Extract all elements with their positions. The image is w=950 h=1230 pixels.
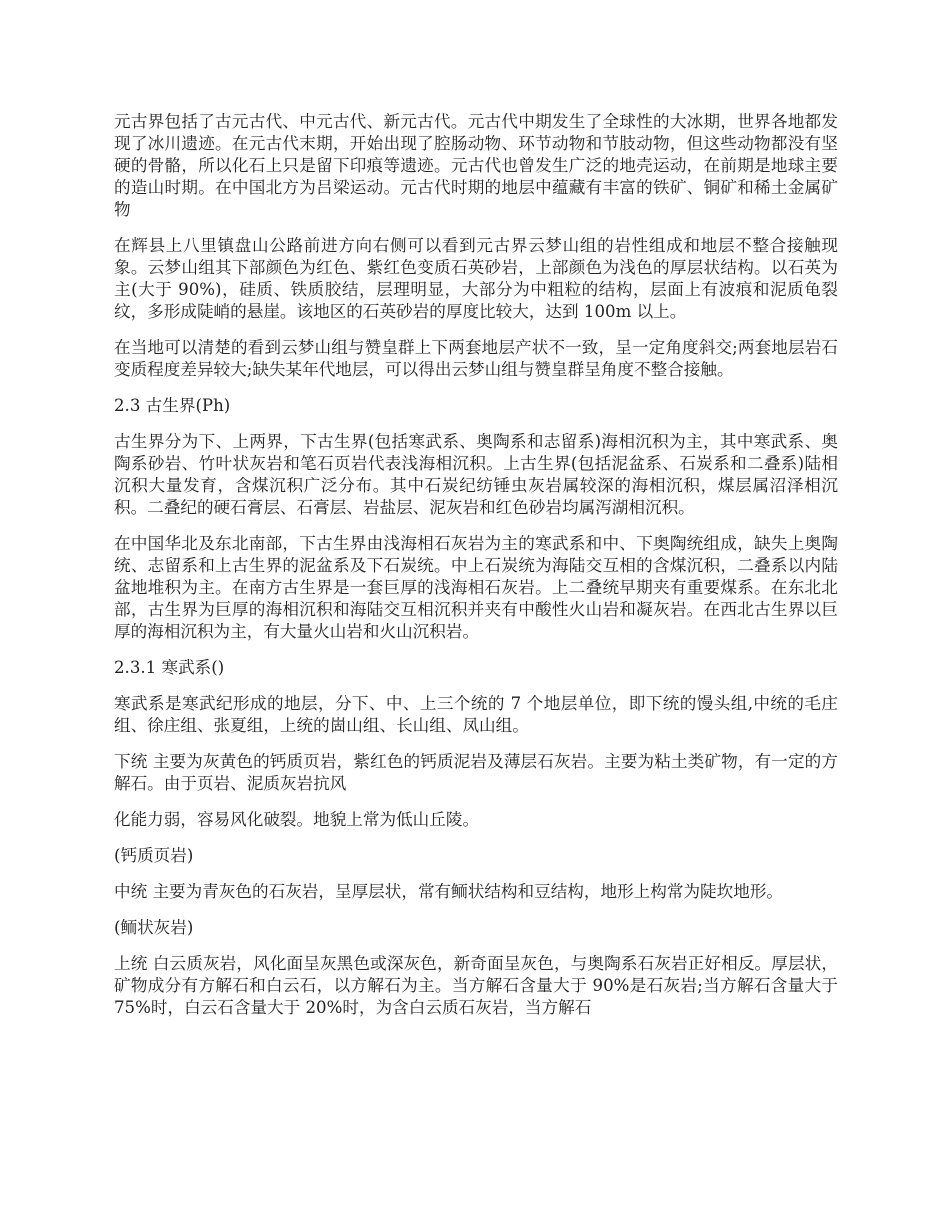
paragraph-paleozoic-regions: 在中国华北及东北南部，下古生界由浅海相石灰岩为主的寒武系和中、下奥陶统组成，缺失上奥陶统、志留系和上古生界的泥盆系及下石炭统。中上石炭统为海陆交互相的含煤沉积，二叠系以内陆盆地堆积为主。在南方古生界是一套巨厚的浅海相石灰岩。上二叠统早期夹有重要煤系。在东北北部，古生界为巨厚的海相沉积和海陆交互相沉积并夹有中酸性火山岩和凝灰岩。在西北古生界以巨厚的海相沉积为主，有大量火山岩和火山沉积岩。: [114, 534, 838, 641]
paragraph-yunmengshan-formation: 在辉县上八里镇盘山公路前进方向右侧可以看到元古界云梦山组的岩性组成和地层不整合接触现象。云梦山组其下部颜色为红色、紫红色变质石英砂岩，上部颜色为浅色的厚层状结构。以石英为主(大于 90%)，硅质、铁质胶结，层理明显，大部分为中粗粒的结构，层面上有波痕和泥质龟裂纹，多形成陡峭的悬崖。该地区的石英砂岩的厚度比较大，达到 100m 以上。: [114, 236, 838, 321]
paragraph-weathering: 化能力弱，容易风化破裂。地貌上常为低山丘陵。: [114, 810, 480, 829]
paragraph-unconformity: 在当地可以清楚的看到云梦山组与赞皇群上下两套地层产状不一致，呈一定角度斜交;两套地层岩石变质程度差异较大;缺失某年代地层，可以得出云梦山组与赞皇群呈角度不整合接触。: [114, 338, 838, 379]
section-heading-paleozoic: 2.3 古生界(Ph): [114, 396, 231, 415]
paragraph-upper-series: 上统 白云质灰岩，风化面呈灰黑色或深灰色，新奇面呈灰色，与奥陶系石灰岩正好相反。厚层状，矿物成分有方解石和白云石，以方解石为主。当方解石含量大于 90%是石灰岩;当方解石含量大于 75%时，白云石含量大于 20%时，为含白云质石灰岩，当方解石: [114, 954, 838, 1017]
caption-calcareous-shale: (钙质页岩): [114, 846, 194, 865]
section-heading-cambrian: 2.3.1 寒武系(): [114, 658, 225, 677]
paragraph-lower-series: 下统 主要为灰黄色的钙质页岩，紫红色的钙质泥岩及薄层石灰岩。主要为粘土类矿物，有一定的方解石。由于页岩、泥质灰岩抗风: [114, 752, 838, 793]
paragraph-middle-series: 中统 主要为青灰色的石灰岩，呈厚层状，常有鲕状结构和豆结构，地形上构常为陡坎地形。: [114, 882, 784, 901]
paragraph-paleozoic-overview: 古生界分为下、上两界，下古生界(包括寒武系、奥陶系和志留系)海相沉积为主，其中寒武系、奥陶系砂岩、竹叶状灰岩和笔石页岩代表浅海相沉积。上古生界(包括泥盆系、石炭系和二叠系)陆相沉积大量发育，含煤沉积广泛分布。其中石炭纪纺锤虫灰岩属较深的海相沉积，煤层属沼泽相沉积。二叠纪的硬石膏层、石膏层、岩盐层、泥灰岩和红色砂岩均属泻湖相沉积。: [114, 432, 838, 517]
paragraph-proterozoic-intro: 元古界包括了古元古代、中元古代、新元古代。元古代中期发生了全球性的大冰期，世界各地都发现了冰川遗迹。在元古代末期，开始出现了腔肠动物、环节动物和节肢动物，但这些动物都没有坚硬的骨骼，所以化石上只是留下印痕等遗迹。元古代也曾发生广泛的地壳运动，在前期是地球主要的造山时期。在中国北方为吕梁运动。元古代时期的地层中蕴藏有丰富的铁矿、铜矿和稀土金属矿物: [114, 112, 838, 219]
caption-oolitic-limestone: (鲕状灰岩): [114, 918, 194, 937]
paragraph-cambrian-units: 寒武系是寒武纪形成的地层，分下、中、上三个统的 7 个地层单位，即下统的馒头组,中统的毛庄组、徐庄组、张夏组，上统的崮山组、长山组、凤山组。: [114, 694, 838, 735]
